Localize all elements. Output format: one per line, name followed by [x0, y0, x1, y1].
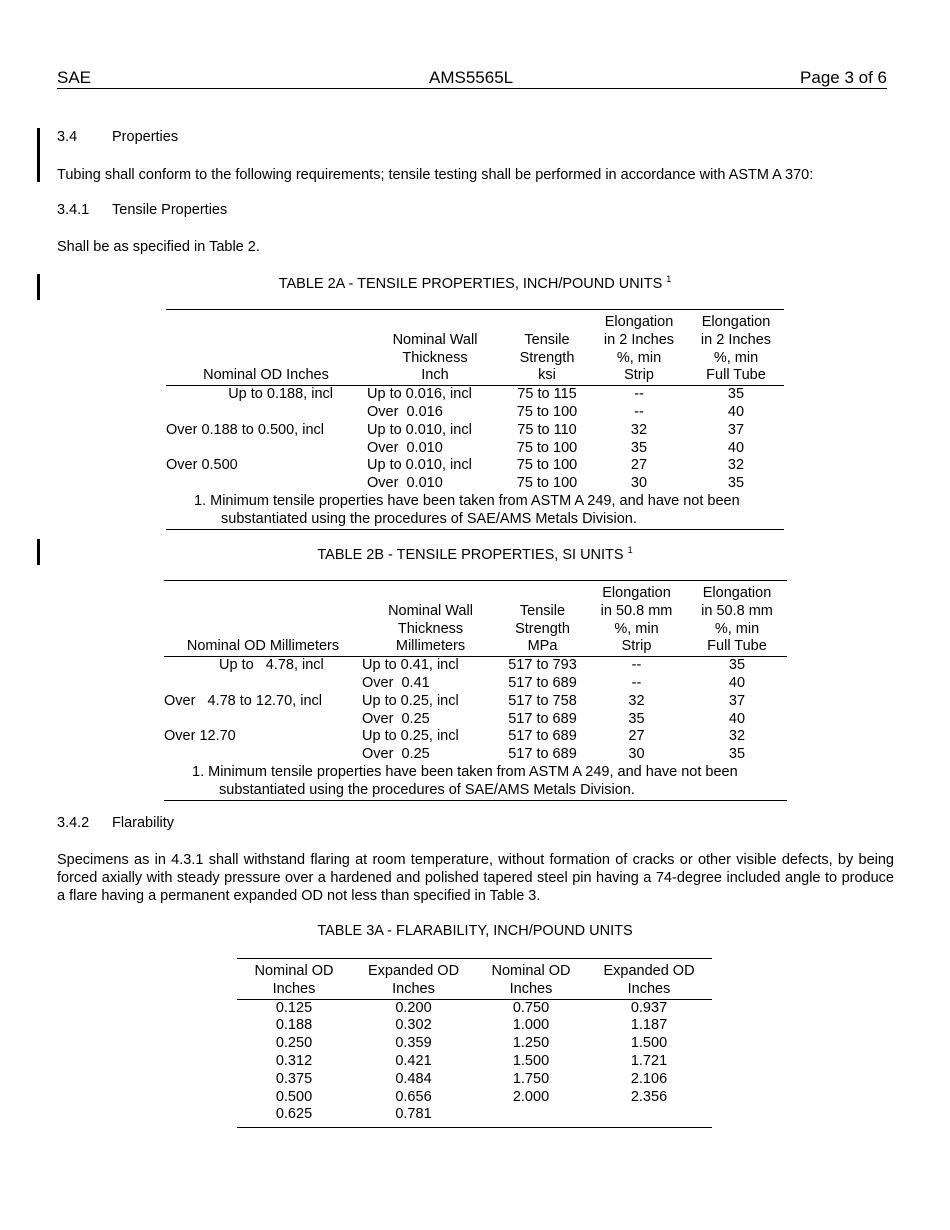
paragraph-3-4-1: Shall be as specified in Table 2.	[57, 239, 260, 255]
table-header	[164, 581, 787, 657]
header-org: SAE	[57, 68, 92, 87]
section-number: 3.4	[57, 129, 78, 145]
column-header	[166, 332, 366, 350]
header-page-number: Page 3 of 6	[800, 68, 887, 87]
table-cell: Up to 4.78, incl	[219, 657, 324, 674]
column-header	[499, 585, 586, 603]
footnote-line: 1. Minimum tensile properties have been taken from ASTM A 249, and have not been	[194, 492, 740, 509]
column-header: in 50.8 mm	[701, 602, 773, 619]
table-row	[237, 1089, 712, 1107]
table-row	[166, 475, 784, 493]
table-cell	[164, 675, 362, 693]
column-header: in 2 Inches	[603, 331, 675, 348]
column-header: Strip	[590, 367, 688, 385]
table-cell: 75 to 100	[516, 457, 578, 474]
table-cell: 1.500	[630, 1035, 668, 1052]
table-row	[164, 746, 787, 764]
table-cell: 75 to 110	[517, 421, 577, 438]
header-row	[164, 585, 787, 603]
table-row	[164, 693, 787, 711]
table-row	[166, 457, 784, 475]
table-cell: Over 0.010	[367, 475, 443, 492]
table-cell: 35	[727, 386, 745, 403]
table-cell: Up to 0.188, incl	[228, 386, 333, 403]
table-row	[164, 728, 787, 746]
column-header: Tensile	[519, 602, 566, 619]
column-header: Nominal Wall	[388, 602, 473, 619]
paragraph-3-4-2: Specimens as in 4.3.1 shall withstand flaring at room temperature, without formation of cracks or other visible defects, by being forced axially with steady pressure over a hardened and polished tapered steel pin having a 74-degree included angle to produce a flare having a permanent expanded OD not less than specified in Table 3.	[57, 852, 894, 904]
footnote-ref: 1	[627, 545, 633, 555]
table-cell: 30	[630, 475, 648, 492]
table-cell: 0.656	[395, 1088, 432, 1105]
table-row	[166, 386, 784, 404]
table-cell: 40	[728, 710, 746, 727]
column-header: Millimeters	[362, 638, 499, 656]
table-body	[237, 999, 712, 1124]
table-cell: Over 0.500	[166, 457, 238, 474]
paragraph-3-4: Tubing shall conform to the following requirements; tensile testing shall be performed in accordance with ASTM A 370:	[57, 167, 814, 183]
table-cell: 35	[728, 746, 746, 763]
table-cell: 32	[628, 692, 645, 709]
table-cell: 517 to 689	[508, 674, 577, 691]
table-cell: Over 4.78 to 12.70, incl	[164, 692, 322, 709]
table-cell	[164, 746, 362, 764]
table-cell: 0.250	[275, 1035, 313, 1052]
column-header: Nominal Wall	[392, 331, 478, 348]
table-bottom-rule	[237, 1124, 712, 1128]
column-header: %, min	[614, 620, 659, 637]
column-header: Elongation	[701, 314, 771, 330]
column-header: Elongation	[602, 585, 671, 601]
table-row	[166, 440, 784, 458]
table-cell: Over 0.010	[367, 439, 443, 456]
table-footnote	[166, 493, 784, 529]
table-cell: 27	[630, 457, 648, 474]
table-cell: 75 to 100	[516, 475, 578, 492]
header-row	[164, 603, 787, 621]
table-cell: Over 0.188 to 0.500, incl	[166, 421, 324, 438]
table-row	[164, 711, 787, 729]
column-header: %, min	[714, 620, 760, 637]
section-heading-3-4-2	[57, 815, 174, 831]
column-header: ksi	[504, 367, 590, 385]
header-row	[237, 963, 712, 981]
column-header: Full Tube	[688, 367, 784, 385]
table-cell: 0.375	[275, 1070, 313, 1087]
table-cell: Up to 0.010, incl	[367, 457, 472, 474]
table-cell: 37	[727, 421, 745, 438]
table-cell: 35	[628, 710, 645, 727]
header-row	[164, 621, 787, 639]
column-header: Elongation	[702, 585, 772, 601]
column-header	[362, 585, 499, 603]
section-title: Properties	[112, 129, 179, 145]
column-header: in 50.8 mm	[600, 602, 673, 619]
table-cell: --	[631, 674, 642, 691]
table-cell: Up to 0.010, incl	[367, 421, 472, 438]
table-cell: 517 to 758	[508, 692, 577, 709]
caption-text: TABLE 2A - TENSILE PROPERTIES, INCH/POUND UNITS	[278, 276, 663, 292]
table-cell: 35	[727, 475, 745, 492]
column-header	[504, 314, 590, 332]
table-cell	[166, 440, 366, 458]
table-cell: 1.750	[512, 1070, 550, 1087]
table-cell: 1.500	[512, 1052, 550, 1069]
table-cell: 0.421	[395, 1052, 432, 1069]
table-cell: Up to 0.25, incl	[362, 728, 459, 745]
table-cell	[476, 1106, 586, 1124]
table-2b	[164, 580, 787, 801]
table-row	[237, 999, 712, 1017]
table-cell: 0.302	[395, 1017, 432, 1034]
column-header: Tensile	[524, 331, 570, 348]
table-cell: Over 0.016	[367, 403, 443, 420]
table-cell: 30	[628, 746, 645, 763]
page-header	[57, 68, 887, 89]
table-cell: 2.000	[512, 1088, 550, 1105]
table-cell: Over 0.25	[362, 710, 430, 727]
column-header: Strip	[586, 638, 687, 656]
column-header: Nominal OD	[491, 963, 571, 979]
section-number: 3.4.2	[57, 815, 90, 831]
table-cell: 517 to 689	[508, 728, 577, 745]
column-header: MPa	[499, 638, 586, 656]
table-2b-caption	[0, 545, 950, 563]
table-cell: Up to 0.016, incl	[367, 386, 472, 403]
table-row	[164, 675, 787, 693]
column-header: in 2 Inches	[700, 331, 772, 348]
table-cell: 0.200	[395, 999, 432, 1016]
table-cell: 1.187	[630, 1017, 668, 1034]
table-cell: 32	[727, 457, 745, 474]
header-doc-id: AMS5565L	[429, 68, 514, 87]
table-cell: Over 0.41	[362, 674, 430, 691]
table-cell: --	[631, 657, 642, 674]
header-row	[166, 314, 784, 332]
footnote-line: 1. Minimum tensile properties have been taken from ASTM A 249, and have not been	[192, 763, 738, 780]
table-cell	[166, 475, 366, 493]
caption-text: TABLE 3A - FLARABILITY, INCH/POUND UNITS	[317, 923, 633, 939]
table-2a	[166, 309, 784, 530]
table-body	[164, 657, 787, 764]
column-header	[164, 585, 362, 603]
footnote-line: substantiated using the procedures of SAE/AMS Metals Division.	[219, 781, 635, 798]
table-cell: Over 12.70	[164, 728, 236, 745]
table-cell: 75 to 100	[516, 439, 578, 456]
table-row	[237, 1035, 712, 1053]
table-cell: Up to 0.25, incl	[362, 692, 459, 709]
column-header: Strength	[519, 349, 575, 366]
table-row	[166, 404, 784, 422]
column-header: Nominal OD Inches	[166, 367, 366, 385]
table-cell: 517 to 689	[508, 746, 577, 763]
table-3a	[237, 958, 712, 1128]
header-row	[166, 350, 784, 368]
table-cell: 0.781	[395, 1106, 432, 1123]
table-cell: 0.188	[275, 1017, 313, 1034]
column-header: Inches	[237, 981, 351, 999]
table-2a-caption	[0, 274, 950, 292]
header-row	[166, 367, 784, 385]
column-header: Nominal OD Millimeters	[164, 638, 362, 656]
header-row	[164, 638, 787, 656]
table-cell	[166, 404, 366, 422]
column-header: Thickness	[397, 620, 464, 637]
table-cell: 0.125	[275, 999, 313, 1016]
column-header: Expanded OD	[603, 963, 695, 979]
table-cell: 0.625	[275, 1106, 313, 1123]
table-cell: --	[634, 403, 644, 420]
section-title: Flarability	[112, 815, 175, 831]
footnote-line: substantiated using the procedures of SAE/AMS Metals Division.	[221, 510, 637, 527]
column-header	[164, 603, 362, 621]
column-header	[164, 621, 362, 639]
section-heading-3-4	[57, 129, 178, 145]
table-cell: 37	[728, 692, 746, 709]
table-cell: 0.500	[275, 1088, 313, 1105]
table-cell: 0.484	[395, 1070, 432, 1087]
revision-bar	[37, 128, 40, 182]
table-header	[237, 959, 712, 1000]
section-heading-3-4-1	[57, 202, 227, 218]
column-header: Inches	[586, 981, 712, 999]
table-cell: 0.359	[395, 1035, 432, 1052]
table-cell: 2.106	[630, 1070, 668, 1087]
table-cell: 517 to 689	[508, 710, 577, 727]
column-header: Expanded OD	[367, 963, 460, 979]
table-cell	[586, 1106, 712, 1124]
column-header: %, min	[616, 349, 662, 366]
column-header	[166, 350, 366, 368]
table-row	[237, 1106, 712, 1124]
table-row	[166, 422, 784, 440]
column-header: Inch	[366, 367, 504, 385]
table-cell: 517 to 793	[508, 657, 577, 674]
section-number: 3.4.1	[57, 202, 90, 218]
table-footnote	[164, 764, 787, 800]
table-cell: --	[634, 386, 644, 403]
table-cell: 2.356	[630, 1088, 668, 1105]
table-3a-caption	[0, 923, 950, 939]
column-header	[366, 314, 504, 332]
table-cell: Over 0.25	[362, 746, 430, 763]
header-row	[166, 332, 784, 350]
table-cell: 40	[728, 674, 746, 691]
column-header: Nominal OD	[254, 963, 334, 979]
table-cell: 1.000	[512, 1017, 550, 1034]
table-cell: Up to 0.41, incl	[362, 657, 459, 674]
caption-text: TABLE 2B - TENSILE PROPERTIES, SI UNITS	[317, 547, 624, 563]
table-body	[166, 386, 784, 493]
table-cell: 40	[727, 403, 745, 420]
table-cell: 1.721	[630, 1052, 668, 1069]
column-header: Elongation	[604, 314, 674, 330]
table-cell: 27	[628, 728, 645, 745]
table-row	[164, 657, 787, 675]
table-cell: 1.250	[512, 1035, 550, 1052]
column-header: Strength	[515, 620, 570, 637]
table-row	[237, 1071, 712, 1089]
table-cell: 75 to 100	[516, 403, 578, 420]
column-header: Inches	[351, 981, 476, 999]
section-title: Tensile Properties	[112, 202, 228, 218]
column-header: Thickness	[402, 349, 468, 366]
table-cell: 0.312	[275, 1052, 313, 1069]
table-cell: 40	[727, 439, 745, 456]
table-row	[237, 1053, 712, 1071]
table-cell: 32	[630, 421, 648, 438]
table-row	[237, 1017, 712, 1035]
table-cell: 35	[630, 439, 648, 456]
table-cell: 75 to 115	[517, 386, 577, 403]
column-header: Inches	[476, 981, 586, 999]
table-cell: 0.750	[512, 999, 550, 1016]
table-cell	[164, 711, 362, 729]
table-cell: 32	[728, 728, 746, 745]
table-cell: 35	[728, 657, 746, 674]
column-header: %, min	[713, 349, 759, 366]
header-row	[237, 981, 712, 999]
table-cell: 0.937	[630, 999, 668, 1016]
column-header: Full Tube	[687, 638, 787, 656]
footnote-ref: 1	[666, 274, 672, 284]
column-header	[166, 314, 366, 332]
table-header	[166, 310, 784, 386]
